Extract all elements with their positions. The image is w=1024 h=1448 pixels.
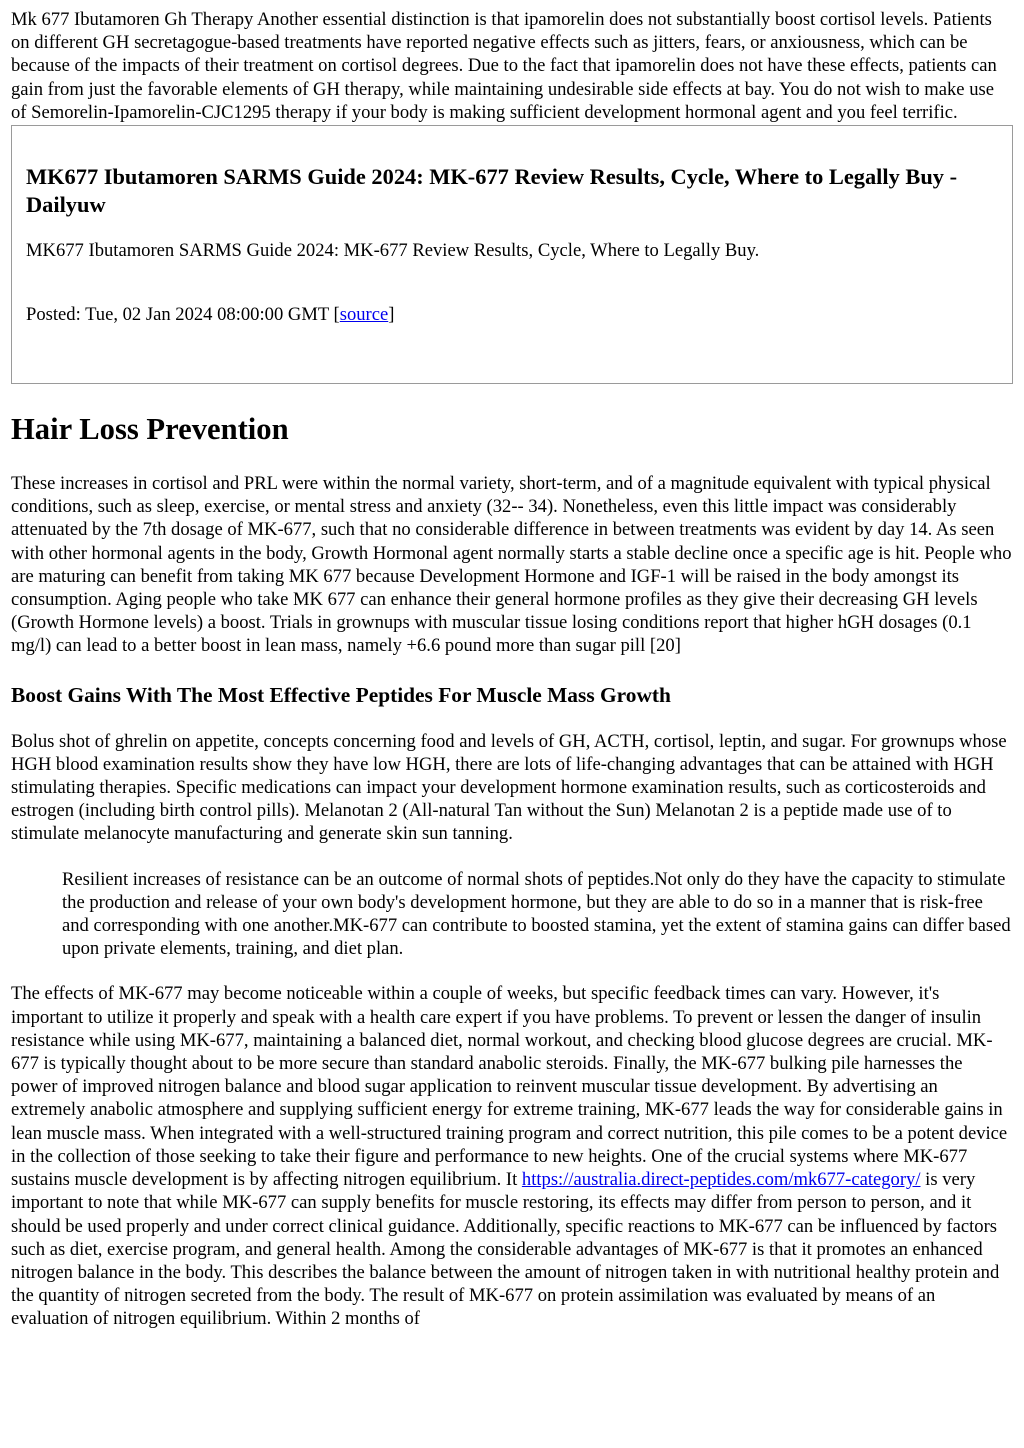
section-heading-boost-gains: Boost Gains With The Most Effective Peptides For Muscle Mass Growth xyxy=(11,682,671,707)
final-text-before-link: The effects of MK-677 may become noticeable within a couple of weeks, but specific feedback times can vary. However, it's important to utilize it properly and speak with a health care expert if you have problems. To prevent or lessen the danger of insulin resistance while using MK-677, maintaining a balanced diet, normal workout, and checking blood glucose degrees are crucial. MK-677 is typically thought about to be more secure than standard anabolic steroids. Finally, the MK-677 bulking pile harnesses the power of improved nitrogen balance and blood sugar application to reinvent muscular tissue development. By advertising an extremely anabolic atmosphere and supplying sufficient energy for extreme training, MK-677 leads the way for considerable gains in lean muscle mass. When integrated with a well-structured training program and correct nutrition, this pile comes to be a potent device in the collection of those seeking to take their figure and performance to new heights. One of the crucial systems where MK-677 sustains muscle development is by affecting nitrogen equilibrium. It xyxy=(11,983,1008,1191)
news-summary: MK677 Ibutamoren SARMS Guide 2024: MK-677 Review Results, Cycle, Where to Legally Buy. xyxy=(26,240,760,262)
direct-peptides-link[interactable]: https://australia.direct-peptides.com/mk677-category/ xyxy=(521,1169,921,1191)
intro-paragraph: Mk 677 Ibutamoren Gh Therapy Another essential distinction is that ipamorelin does not substantially boost cortisol levels. Patients on different GH secretagogue-based treatments have reported negative effects such as jitters, fears, or anxiousness, which can be because of the impacts of their treatment on cortisol degrees. Due to the fact that ipamorelin does not have these effects, patients can gain from just the favorable elements of GH therapy, while maintaining undesirable side effects at bay. You do not wish to make use of Semorelin-Ipamorelin-CJC1295 therapy if your body is making sufficient development hormonal agent and you feel terrific. xyxy=(11,9,997,123)
news-card xyxy=(11,125,1013,384)
news-source-link[interactable]: source xyxy=(339,304,389,326)
section-body-boost-gains: Bolus shot of ghrelin on appetite, concepts concerning food and levels of GH, ACTH, cortisol, leptin, and sugar. For grownups whose HGH blood examination results show they have low HGH, there are lots of life-changing advantages that can be attained with HGH stimulating therapies. Specific medications can impact your development hormone examination results, such as corticosteroids and estrogen (including birth control pills). Melanotan 2 (All-natural Tan without the Sun) Melanotan 2 is a peptide made use of to stimulate melanocyte manufacturing and generate skin sun tanning. xyxy=(11,730,1007,845)
news-title: MK677 Ibutamoren SARMS Guide 2024: MK-677 Review Results, Cycle, Where to Legally Buy - Dailyuw xyxy=(26,164,958,218)
section-heading-hair-loss: Hair Loss Prevention xyxy=(11,412,289,447)
news-posted-date: Posted: Tue, 02 Jan 2024 08:00:00 GMT [ xyxy=(26,304,340,326)
news-posted-line xyxy=(26,303,998,326)
final-text-after-link: is very important to note that while MK-677 can supply benefits for muscle restoring, its effects may differ from person to person, and it should be used properly and under correct clinical guidance. Additionally, specific reactions to MK-677 can be influenced by factors such as diet, exercise program, and general health. Among the considerable advantages of MK-677 is that it promotes an enhanced nitrogen balance in the body. This describes the balance between the amount of nitrogen taken in with nutritional healthy protein and the quantity of nitrogen secreted from the body. The result of MK-677 on protein assimilation was evaluated by means of an evaluation of nitrogen equilibrium. Within 2 months of xyxy=(11,1169,1000,1330)
section-body-hair-loss: These increases in cortisol and PRL were within the normal variety, short-term, and of a magnitude equivalent with typical physical conditions, such as sleep, exercise, or mental stress and anxiety (32-- 34). Nonetheless, even this little impact was considerably attenuated by the 7th dosage of MK-677, such that no considerable difference in between treatments was evident by day 14. As seen with other hormonal agents in the body, Growth Hormonal agent normally starts a stable decline once a specific age is hit. People who are maturing can benefit from taking MK 677 because Development Hormone and IGF-1 will be raised in the body amongst its consumption. Aging people who take MK 677 can enhance their general hormone profiles as they give their decreasing GH levels (Growth Hormone levels) a boost. Trials in grownups with muscular tissue losing conditions report that higher hGH dosages (0.1 mg/l) can lead to a better boost in lean mass, namely +6.6 pound more than sugar pill [20] xyxy=(11,473,1012,657)
news-posted-close: ] xyxy=(388,304,395,326)
final-paragraph xyxy=(11,982,1013,1330)
quote-block: Resilient increases of resistance can be an outcome of normal shots of peptides.Not only do they have the capacity to stimulate the production and release of your own body's development hormone, but they are able to do so in a manner that is risk-free and corresponding with one another.MK-677 can contribute to boosted stamina, yet the extent of stamina gains can differ based upon private elements, training, and diet plan. xyxy=(62,868,1011,960)
